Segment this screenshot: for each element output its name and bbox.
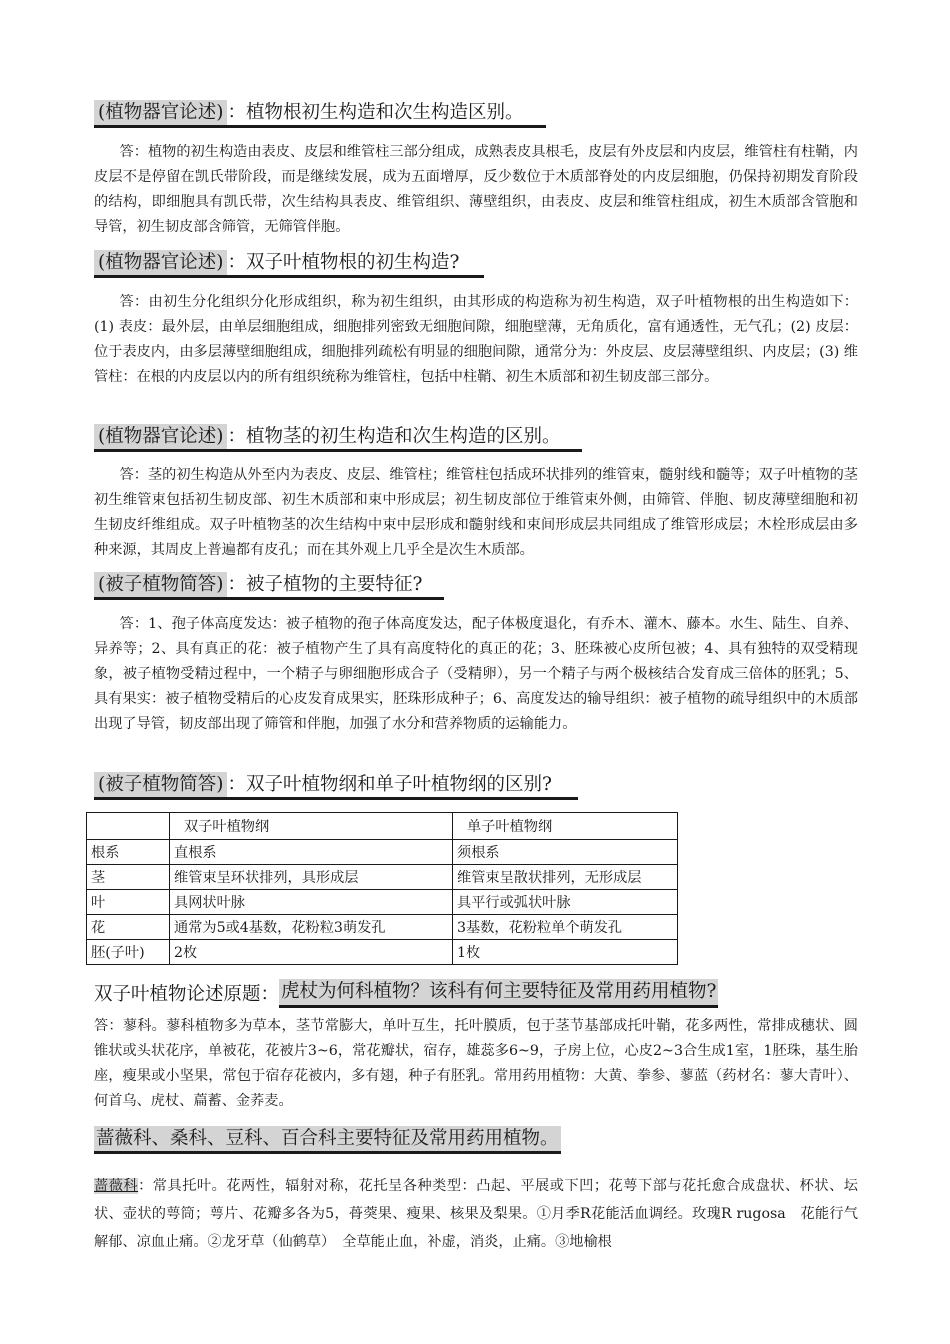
table-cell: 茎	[87, 865, 170, 890]
family-name-label: 蔷薇科	[94, 1178, 139, 1194]
table-header-row	[87, 813, 678, 840]
table-cell: 花	[87, 915, 170, 940]
family-description: ：常具托叶。花两性，辐射对称，花托呈各种类型：凸起、平展或下凹；花萼下部与花托愈合成盘状、杯状、坛状、壶状的萼筒；萼片、花瓣多各为5，蓇葖果、瘦果、核果及梨果。①月季R花能活血调经。玫瑰R rugosa 花能行气解郁、凉血止痛。②龙牙草（仙鹤草） 全草能止血，补虚，消炎，止痛。③地榆根	[94, 1178, 858, 1250]
heading-underline	[94, 125, 546, 128]
question-highlight: 蔷薇科、桑科、豆科、百合科主要特征及常用药用植物。	[94, 1126, 561, 1154]
table-row	[87, 865, 678, 890]
section-heading-4	[94, 568, 444, 600]
table-cell: 2枚	[170, 940, 453, 965]
answer-paragraph-6: 答：蓼科。蓼科植物多为草本，茎节常膨大，单叶互生，托叶膜质，包于茎节基部成托叶鞘，花多两性，常排成穗状、圆锥状或头状花序，单被花，花被片3~6，常花瓣状，宿存，雄蕊多6~9，子房上位，心皮2~3合生成1室，1胚珠，基生胎座，瘦果或小坚果，常包于宿存花被内，多有翅，种子有胚乳。常用药用植物：大黄、拳参、蓼蓝（药材名：蓼大青叶）、何首乌、虎杖、萹蓄、金荞麦。	[94, 1018, 858, 1109]
table-header-cell	[87, 813, 170, 840]
heading-title: ：植物根初生构造和次生构造区别。	[227, 102, 524, 123]
comparison-table	[86, 812, 678, 965]
heading-tag: (植物器官论述)	[94, 100, 227, 126]
section-heading-2	[94, 246, 484, 278]
heading-tag: (被子植物简答)	[94, 772, 227, 798]
answer-paragraph-7	[94, 1172, 858, 1256]
answer-paragraph-1: 答：植物的初生构造由表皮、皮层和维管柱三部分组成，成熟表皮具根毛，皮层有外皮层和内皮层，维管柱有柱鞘，内皮层不是停留在凯氏带阶段，而是继续发展，成为五面增厚，反少数位于木质部脊处的内皮层细胞，仍保持初期发育阶段的结构，即细胞具有凯氏带，次生结构具表皮、维管组织、薄壁组织，由表皮、皮层和维管柱组成，初生木质部含管胞和导管，初生韧皮部含筛管，无筛管伴胞。	[94, 144, 858, 235]
table-cell: 根系	[87, 840, 170, 865]
heading-title: ：植物茎的初生构造和次生构造的区别。	[227, 426, 561, 447]
table-row	[87, 940, 678, 965]
table-row	[87, 915, 678, 940]
table-cell: 维管束呈环状排列，具形成层	[170, 865, 453, 890]
table-row	[87, 890, 678, 915]
heading-underline	[94, 797, 578, 800]
answer-paragraph-3: 答：茎的初生构造从外至内为表皮、皮层、维管柱；维管柱包括成环状排列的维管束，髓射线和髓等；双子叶植物的茎初生维管束包括初生韧皮部、初生木质部和束中形成层；初生韧皮部位于维管束外侧，由筛管、伴胞、韧皮薄壁细胞和初生韧皮纤维组成。双子叶植物茎的次生结构中束中层形成和髓射线和束间形成层共同组成了维管形成层；木栓形成层由多种来源，其周皮上普遍都有皮孔；而在其外观上几乎全是次生木质部。	[94, 467, 858, 558]
heading-tag: (植物器官论述)	[94, 424, 227, 450]
heading-tag: (被子植物简答)	[94, 572, 227, 598]
table-header-cell: 单子叶植物纲	[453, 813, 678, 840]
question-highlight: 虎杖为何科植物？该科有何主要特征及常用药用植物?	[279, 979, 718, 1008]
table-cell: 具平行或弧状叶脉	[453, 890, 678, 915]
heading-title: ：被子植物的主要特征?	[227, 574, 423, 595]
heading-title: ：双子叶植物根的初生构造?	[227, 252, 460, 273]
table-cell: 维管束呈散状排列，无形成层	[453, 865, 678, 890]
table-cell: 须根系	[453, 840, 678, 865]
table-header-cell: 双子叶植物纲	[170, 813, 453, 840]
table-row	[87, 840, 678, 865]
question-prefix: 双子叶植物论述原题：	[94, 984, 280, 1005]
answer-paragraph-4: 答：1、孢子体高度发达：被子植物的孢子体高度发达，配子体极度退化，有乔木、灌木、藤本。水生、陆生、自养、异养等；2、具有真正的花：被子植物产生了具有高度特化的真正的花；3、胚珠被心皮所包被；4、具有独特的双受精现象，被子植物受精过程中，一个精子与卵细胞形成合子（受精卵），另一个精子与两个极核结合发育成三倍体的胚乳；5、具有果实：被子植物受精后的心皮发育成果实，胚珠形成种子；6、高度发达的输导组织：被子植物的疏导组织中的木质部出现了导管，韧皮部出现了筛管和伴胞，加强了水分和营养物质的运输能力。	[94, 616, 858, 732]
table-cell: 叶	[87, 890, 170, 915]
heading-underline	[94, 275, 484, 278]
table-cell: 具网状叶脉	[170, 890, 453, 915]
section-heading-5	[94, 768, 578, 800]
question-heading-6	[94, 978, 718, 1008]
table-cell: 3基数，花粉粒单个萌发孔	[453, 915, 678, 940]
heading-title: ：双子叶植物纲和单子叶植物纲的区别?	[227, 774, 552, 795]
table-cell: 1枚	[453, 940, 678, 965]
section-heading-3	[94, 420, 582, 452]
heading-underline	[94, 597, 444, 600]
heading-underline	[94, 449, 582, 452]
question-heading-7	[94, 1126, 561, 1152]
heading-tag: (植物器官论述)	[94, 250, 227, 276]
table-cell: 直根系	[170, 840, 453, 865]
table-cell: 胚(子叶)	[87, 940, 170, 965]
section-heading-1	[94, 96, 546, 128]
answer-paragraph-2: 答：由初生分化组织分化形成组织，称为初生组织，由其形成的构造称为初生构造，双子叶植物根的出生构造如下：(1) 表皮：最外层，由单层细胞组成，细胞排列密致无细胞间隙，细胞壁薄，无角质化，富有通透性，无气孔；(2) 皮层：位于表皮内，由多层薄壁细胞组成，细胞排列疏松有明显的细胞间隙，通常分为：外皮层、皮层薄壁组织、内皮层；(3) 维管柱：在根的内皮层以内的所有组织统称为维管柱，包括中柱鞘、初生木质部和初生韧皮部三部分。	[94, 294, 858, 385]
table-cell: 通常为5或4基数，花粉粒3萌发孔	[170, 915, 453, 940]
